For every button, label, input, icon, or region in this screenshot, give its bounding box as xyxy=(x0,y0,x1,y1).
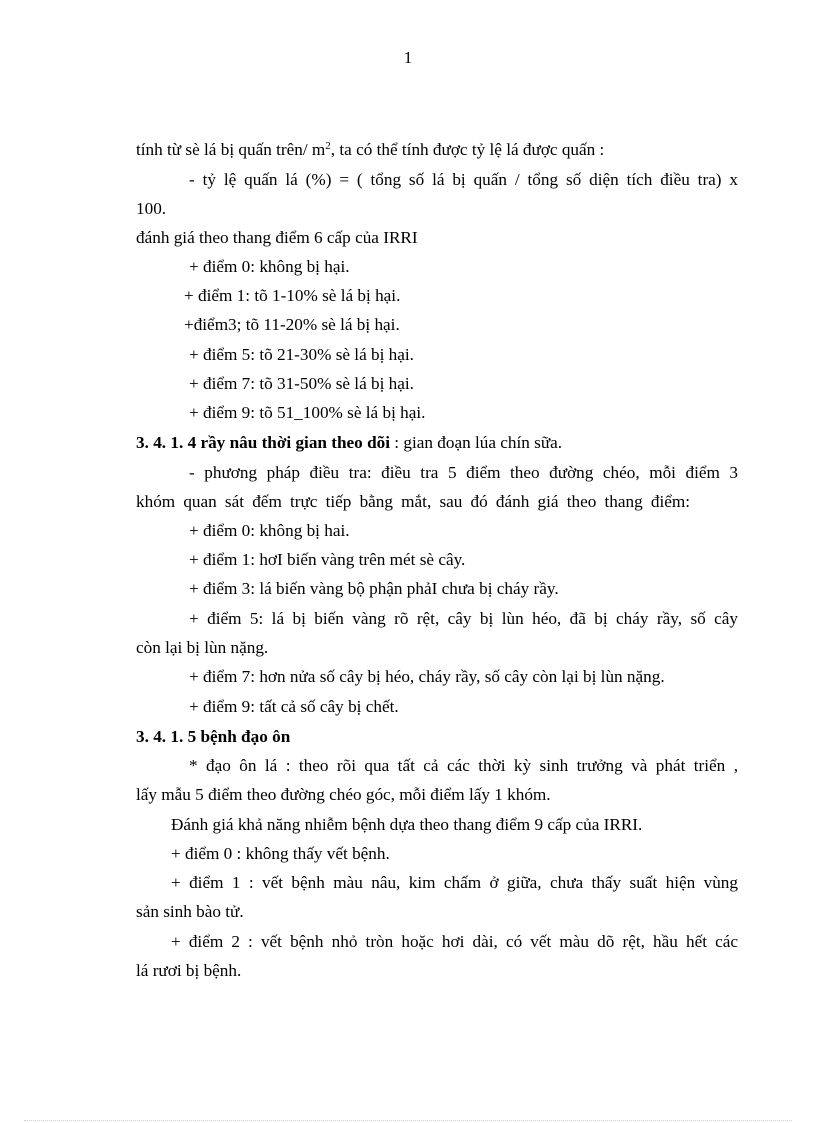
list-item: + điểm 1: tõ 1-10% sè lá bị hại. xyxy=(184,286,401,305)
section-heading: 3. 4. 1. 4 rầy nâu thời gian theo dõi : gian đoạn lúa chín sữa. xyxy=(136,433,563,452)
list-item: + điểm 9: tõ 51_100% sè lá bị hại. xyxy=(189,403,426,422)
page-number: 1 xyxy=(403,48,413,67)
text-line: * đạo ôn lá : theo rõi qua tất cả các thời kỳ sinh trưởng và phát triển , xyxy=(189,756,738,775)
text-line: 100. xyxy=(136,199,167,218)
text-line: còn lại bị lùn nặng. xyxy=(136,638,269,657)
list-item: + điểm 1 : vết bệnh màu nâu, kim chấm ở giữa, chưa thấy suất hiện vùng xyxy=(171,873,738,892)
text-line: - phương pháp điều tra: điều tra 5 điểm theo đường chéo, mỗi điểm 3 xyxy=(189,463,738,482)
text-line: - tỷ lệ quấn lá (%) = ( tổng số lá bị quấn / tổng số diện tích điều tra) x xyxy=(189,170,738,189)
list-item: + điểm 0: không bị hai. xyxy=(189,521,350,540)
text-line: lá rươi bị bệnh. xyxy=(136,961,242,980)
list-item: + điểm 0 : không thấy vết bệnh. xyxy=(171,844,390,863)
list-item: +điểm3; tõ 11-20% sè lá bị hại. xyxy=(184,315,400,334)
page-border xyxy=(24,1120,792,1121)
text-line: Đánh giá khả năng nhiễm bệnh dựa theo thang điểm 9 cấp của IRRI. xyxy=(171,815,643,834)
text-line: tính từ sè lá bị quấn trên/ $m^2$, ta có thể tính được tỷ lệ lá được quấn : xyxy=(136,140,605,159)
list-item: + điểm 7: hơn nửa số cây bị héo, cháy rầy, số cây còn lại bị lùn nặng. xyxy=(189,667,665,686)
text-line: khóm quan sát đếm trực tiếp bằng mắt, sau đó đánh giá theo thang điểm: xyxy=(136,492,690,511)
list-item: + điểm 0: không bị hại. xyxy=(189,257,350,276)
list-item: + điểm 1: hơI biến vàng trên mét sè cây. xyxy=(189,550,466,569)
text-line: lấy mẫu 5 điểm theo đường chéo góc, mỗi điểm lấy 1 khóm. xyxy=(136,785,551,804)
list-item: + điểm 3: lá biến vàng bộ phận phảI chưa bị cháy rầy. xyxy=(189,579,559,598)
list-item: + điểm 7: tõ 31-50% sè lá bị hại. xyxy=(189,374,414,393)
list-item: + điểm 5: tõ 21-30% sè lá bị hại. xyxy=(189,345,414,364)
list-item: + điểm 9: tất cả số cây bị chết. xyxy=(189,697,399,716)
text-line: sản sinh bào tử. xyxy=(136,902,244,921)
section-heading: 3. 4. 1. 5 bệnh đạo ôn xyxy=(136,727,291,746)
list-item: + điểm 5: lá bị biến vàng rõ rệt, cây bị lùn héo, đã bị cháy rầy, số cây xyxy=(189,609,738,628)
list-item: + điểm 2 : vết bệnh nhỏ tròn hoặc hơi dài, có vết màu dõ rệt, hầu hết các xyxy=(171,932,738,951)
text-line: đánh giá theo thang điểm 6 cấp của IRRI xyxy=(136,228,418,247)
